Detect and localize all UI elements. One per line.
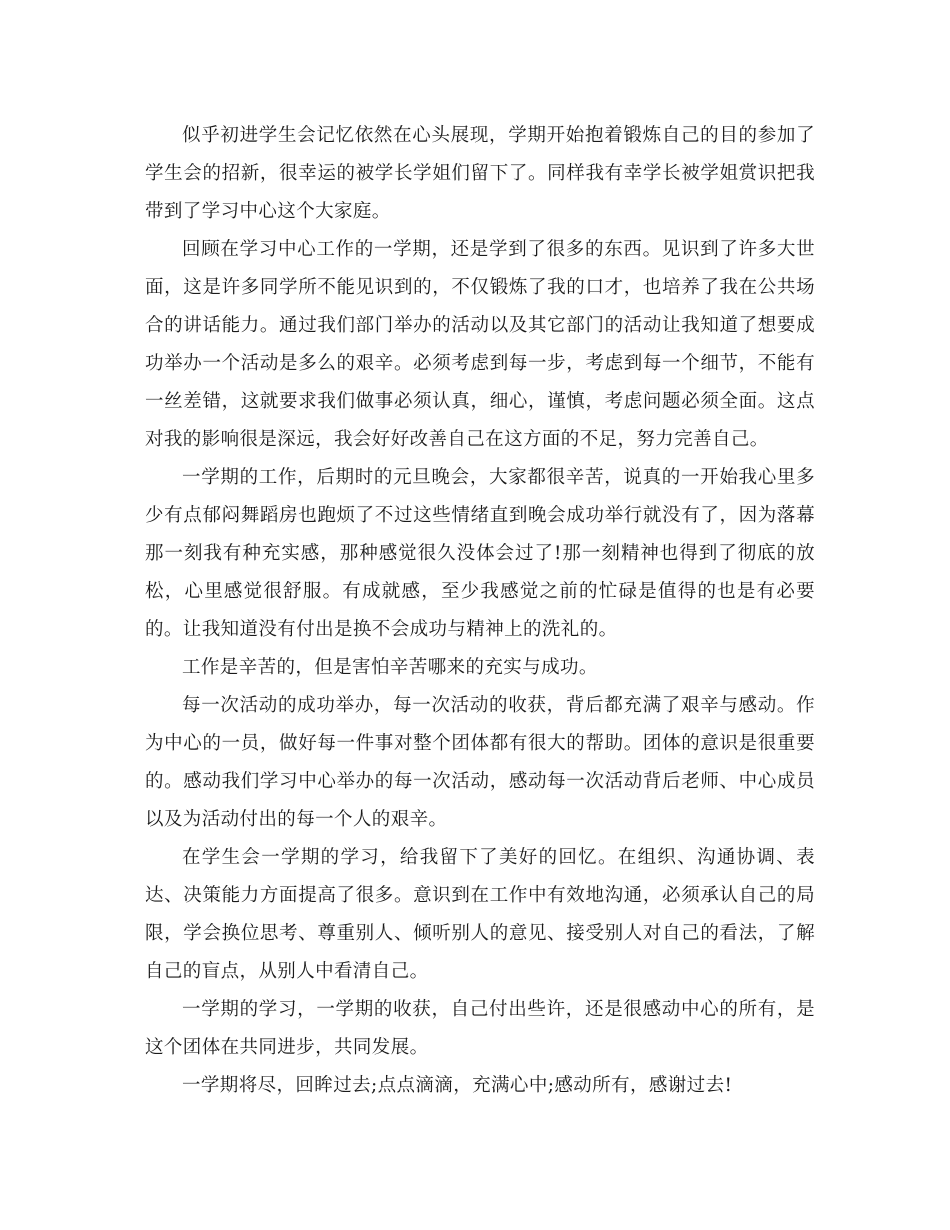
paragraph-3: 一学期的工作，后期时的元旦晚会，大家都很辛苦，说真的一开始我心里多少有点郁闷舞蹈房也跑烦了不过这些情绪直到晚会成功举行就没有了，因为落幕那一刻我有种充实感，那种感觉很久没体会过了!那一刻精神也得到了彻底的放松，心里感觉很舒服。有成就感，至少我感觉之前的忙碌是值得的也是有必要的。让我知道没有付出是换不会成功与精神上的洗礼的。 [145, 467, 815, 640]
paragraph-6: 在学生会一学期的学习，给我留下了美好的回忆。在组织、沟通协调、表达、决策能力方面提高了很多。意识到在工作中有效地沟通，必须承认自己的局限，学会换位思考、尊重别人、倾听别人的意见、接受别人对自己的看法，了解自己的盲点，从别人中看清自己。 [145, 847, 815, 982]
paragraph-2: 回顾在学习中心工作的一学期，还是学到了很多的东西。见识到了许多大世面，这是许多同学所不能见识到的，不仅锻炼了我的口才，也培养了我在公共场合的讲话能力。通过我们部门举办的活动以及其它部门的活动让我知道了想要成功举办一个活动是多么的艰辛。必须考虑到每一步，考虑到每一个细节，不能有一丝差错，这就要求我们做事必须认真，细心，谨慎，考虑问题必须全面。这点对我的影响很是深远，我会好好改善自己在这方面的不足，努力完善自己。 [145, 239, 815, 450]
paragraph-5: 每一次活动的成功举办，每一次活动的收获，背后都充满了艰辛与感动。作为中心的一员，做好每一件事对整个团体都有很大的帮助。团体的意识是很重要的。感动我们学习中心举办的每一次活动，感动每一次活动背后老师、中心成员以及为活动付出的每一个人的艰辛。 [145, 695, 815, 830]
paragraph-7: 一学期的学习，一学期的收获，自己付出些许，还是很感动中心的所有，是这个团体在共同进步，共同发展。 [145, 999, 815, 1058]
paragraph-1: 似乎初进学生会记忆依然在心头展现，学期开始抱着锻炼自己的目的参加了学生会的招新，很幸运的被学长学姐们留下了。同样我有幸学长被学姐赏识把我带到了学习中心这个大家庭。 [145, 125, 815, 222]
document-body [145, 117, 815, 1105]
paragraph-4: 工作是辛苦的，但是害怕辛苦哪来的充实与成功。 [182, 657, 598, 678]
paragraph-8: 一学期将尽，回眸过去;点点滴滴，充满心中;感动所有，感谢过去! [182, 1075, 733, 1096]
